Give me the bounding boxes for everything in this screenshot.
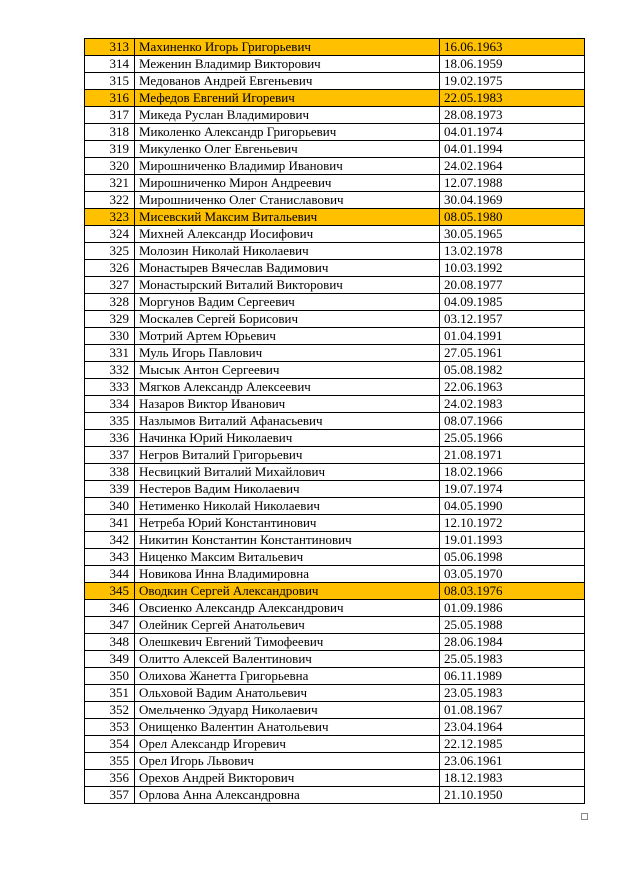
full-name-cell: Ольховой Вадим Анатольевич (135, 685, 440, 702)
full-name-cell: Мысык Антон Сергеевич (135, 362, 440, 379)
row-number-cell: 322 (85, 192, 135, 209)
table-row (85, 447, 585, 464)
table-row (85, 311, 585, 328)
row-number-cell: 315 (85, 73, 135, 90)
row-number-cell: 329 (85, 311, 135, 328)
birth-date-cell: 22.12.1985 (440, 736, 585, 753)
full-name-cell: Медованов Андрей Евгеньевич (135, 73, 440, 90)
row-number-cell: 316 (85, 90, 135, 107)
birth-date-cell: 04.05.1990 (440, 498, 585, 515)
birth-date-cell: 04.09.1985 (440, 294, 585, 311)
row-number-cell: 336 (85, 430, 135, 447)
birth-date-cell: 27.05.1961 (440, 345, 585, 362)
full-name-cell: Муль Игорь Павлович (135, 345, 440, 362)
birth-date-cell: 04.01.1974 (440, 124, 585, 141)
birth-date-cell: 04.01.1994 (440, 141, 585, 158)
table-row (85, 328, 585, 345)
row-number-cell: 339 (85, 481, 135, 498)
row-number-cell: 314 (85, 56, 135, 73)
row-number-cell: 324 (85, 226, 135, 243)
full-name-cell: Мягков Александр Алексеевич (135, 379, 440, 396)
full-name-cell: Олейник Сергей Анатольевич (135, 617, 440, 634)
table-row (85, 685, 585, 702)
row-number-cell: 335 (85, 413, 135, 430)
table-row (85, 651, 585, 668)
birth-date-cell: 01.09.1986 (440, 600, 585, 617)
row-number-cell: 343 (85, 549, 135, 566)
row-number-cell: 351 (85, 685, 135, 702)
row-number-cell: 349 (85, 651, 135, 668)
table-row (85, 345, 585, 362)
full-name-cell: Назаров Виктор Иванович (135, 396, 440, 413)
table-row (85, 379, 585, 396)
full-name-cell: Негров Виталий Григорьевич (135, 447, 440, 464)
row-number-cell: 346 (85, 600, 135, 617)
birth-date-cell: 05.08.1982 (440, 362, 585, 379)
birth-date-cell: 22.05.1983 (440, 90, 585, 107)
full-name-cell: Мисевский Максим Витальевич (135, 209, 440, 226)
table-row (85, 719, 585, 736)
table-row (85, 566, 585, 583)
full-name-cell: Онищенко Валентин Анатольевич (135, 719, 440, 736)
full-name-cell: Нетреба Юрий Константинович (135, 515, 440, 532)
row-number-cell: 340 (85, 498, 135, 515)
full-name-cell: Орел Александр Игоревич (135, 736, 440, 753)
table-row (85, 260, 585, 277)
birth-date-cell: 06.11.1989 (440, 668, 585, 685)
table-row (85, 532, 585, 549)
full-name-cell: Михней Александр Иосифович (135, 226, 440, 243)
row-number-cell: 356 (85, 770, 135, 787)
birth-date-cell: 25.05.1988 (440, 617, 585, 634)
table-row (85, 141, 585, 158)
row-number-cell: 328 (85, 294, 135, 311)
full-name-cell: Мотрий Артем Юрьевич (135, 328, 440, 345)
full-name-cell: Меженин Владимир Викторович (135, 56, 440, 73)
birth-date-cell: 05.06.1998 (440, 549, 585, 566)
table-row (85, 430, 585, 447)
row-number-cell: 317 (85, 107, 135, 124)
table-row (85, 736, 585, 753)
table-row (85, 668, 585, 685)
table-row (85, 56, 585, 73)
full-name-cell: Олешкевич Евгений Тимофеевич (135, 634, 440, 651)
birth-date-cell: 08.07.1966 (440, 413, 585, 430)
full-name-cell: Москалев Сергей Борисович (135, 311, 440, 328)
table-row (85, 787, 585, 804)
full-name-cell: Моргунов Вадим Сергеевич (135, 294, 440, 311)
full-name-cell: Несвицкий Виталий Михайлович (135, 464, 440, 481)
birth-date-cell: 18.12.1983 (440, 770, 585, 787)
birth-date-cell: 24.02.1964 (440, 158, 585, 175)
table-row (85, 634, 585, 651)
row-number-cell: 337 (85, 447, 135, 464)
table-row (85, 73, 585, 90)
row-number-cell: 313 (85, 39, 135, 56)
row-number-cell: 334 (85, 396, 135, 413)
full-name-cell: Миколенко Александр Григорьевич (135, 124, 440, 141)
row-number-cell: 355 (85, 753, 135, 770)
table-row (85, 243, 585, 260)
table-row (85, 362, 585, 379)
table-row (85, 90, 585, 107)
birth-date-cell: 21.10.1950 (440, 787, 585, 804)
birth-date-cell: 23.05.1983 (440, 685, 585, 702)
birth-date-cell: 28.08.1973 (440, 107, 585, 124)
birth-date-cell: 19.07.1974 (440, 481, 585, 498)
birth-date-cell: 12.10.1972 (440, 515, 585, 532)
full-name-cell: Монастырский Виталий Викторович (135, 277, 440, 294)
row-number-cell: 354 (85, 736, 135, 753)
birth-date-cell: 19.02.1975 (440, 73, 585, 90)
row-number-cell: 321 (85, 175, 135, 192)
birth-date-cell: 03.12.1957 (440, 311, 585, 328)
table-row (85, 192, 585, 209)
full-name-cell: Назлымов Виталий Афанасьевич (135, 413, 440, 430)
row-number-cell: 318 (85, 124, 135, 141)
row-number-cell: 330 (85, 328, 135, 345)
birth-date-cell: 03.05.1970 (440, 566, 585, 583)
full-name-cell: Орлова Анна Александровна (135, 787, 440, 804)
birth-date-cell: 23.06.1961 (440, 753, 585, 770)
row-number-cell: 331 (85, 345, 135, 362)
full-name-cell: Орел Игорь Львович (135, 753, 440, 770)
birth-date-cell: 18.06.1959 (440, 56, 585, 73)
birth-date-cell: 19.01.1993 (440, 532, 585, 549)
full-name-cell: Оводкин Сергей Александрович (135, 583, 440, 600)
table-row (85, 617, 585, 634)
row-number-cell: 353 (85, 719, 135, 736)
full-name-cell: Новикова Инна Владимировна (135, 566, 440, 583)
table-row (85, 600, 585, 617)
birth-date-cell: 08.03.1976 (440, 583, 585, 600)
document-table (84, 38, 585, 804)
table-row (85, 583, 585, 600)
table-body (85, 39, 585, 804)
birth-date-cell: 24.02.1983 (440, 396, 585, 413)
birth-date-cell: 21.08.1971 (440, 447, 585, 464)
row-number-cell: 333 (85, 379, 135, 396)
birth-date-cell: 25.05.1983 (440, 651, 585, 668)
table-row (85, 413, 585, 430)
row-number-cell: 345 (85, 583, 135, 600)
birth-date-cell: 20.08.1977 (440, 277, 585, 294)
full-name-cell: Нетименко Николай Николаевич (135, 498, 440, 515)
row-number-cell: 344 (85, 566, 135, 583)
birth-date-cell: 23.04.1964 (440, 719, 585, 736)
table-row (85, 209, 585, 226)
birth-date-cell: 30.05.1965 (440, 226, 585, 243)
table-row (85, 753, 585, 770)
full-name-cell: Мирошниченко Владимир Иванович (135, 158, 440, 175)
table-row (85, 515, 585, 532)
table-row (85, 396, 585, 413)
table-row (85, 39, 585, 56)
table-row (85, 277, 585, 294)
table-row (85, 498, 585, 515)
birth-date-cell: 25.05.1966 (440, 430, 585, 447)
row-number-cell: 342 (85, 532, 135, 549)
full-name-cell: Начинка Юрий Николаевич (135, 430, 440, 447)
table-row (85, 158, 585, 175)
full-name-cell: Микуленко Олег Евгеньевич (135, 141, 440, 158)
birth-date-cell: 30.04.1969 (440, 192, 585, 209)
full-name-cell: Орехов Андрей Викторович (135, 770, 440, 787)
row-number-cell: 327 (85, 277, 135, 294)
table-row (85, 226, 585, 243)
birth-date-cell: 10.03.1992 (440, 260, 585, 277)
full-name-cell: Микеда Руслан Владимирович (135, 107, 440, 124)
birth-date-cell: 16.06.1963 (440, 39, 585, 56)
table-row (85, 549, 585, 566)
table-row (85, 294, 585, 311)
birth-date-cell: 08.05.1980 (440, 209, 585, 226)
full-name-cell: Мирошниченко Олег Станиславович (135, 192, 440, 209)
birth-date-cell: 01.04.1991 (440, 328, 585, 345)
full-name-cell: Нестеров Вадим Николаевич (135, 481, 440, 498)
full-name-cell: Молозин Николай Николаевич (135, 243, 440, 260)
birth-date-cell: 12.07.1988 (440, 175, 585, 192)
birth-date-cell: 18.02.1966 (440, 464, 585, 481)
table-row (85, 702, 585, 719)
full-name-cell: Ниценко Максим Витальевич (135, 549, 440, 566)
full-name-cell: Монастырев Вячеслав Вадимович (135, 260, 440, 277)
row-number-cell: 338 (85, 464, 135, 481)
row-number-cell: 357 (85, 787, 135, 804)
full-name-cell: Никитин Константин Константинович (135, 532, 440, 549)
birth-date-cell: 28.06.1984 (440, 634, 585, 651)
birth-date-cell: 22.06.1963 (440, 379, 585, 396)
row-number-cell: 348 (85, 634, 135, 651)
row-number-cell: 352 (85, 702, 135, 719)
row-number-cell: 347 (85, 617, 135, 634)
row-number-cell: 320 (85, 158, 135, 175)
row-number-cell: 341 (85, 515, 135, 532)
row-number-cell: 319 (85, 141, 135, 158)
full-name-cell: Овсиенко Александр Александрович (135, 600, 440, 617)
table-row (85, 770, 585, 787)
table-row (85, 107, 585, 124)
row-number-cell: 350 (85, 668, 135, 685)
full-name-cell: Мефедов Евгений Игоревич (135, 90, 440, 107)
full-name-cell: Омельченко Эдуард Николаевич (135, 702, 440, 719)
row-number-cell: 323 (85, 209, 135, 226)
birth-date-cell: 01.08.1967 (440, 702, 585, 719)
full-name-cell: Махиненко Игорь Григорьевич (135, 39, 440, 56)
row-number-cell: 332 (85, 362, 135, 379)
table-row (85, 175, 585, 192)
table-row (85, 464, 585, 481)
row-number-cell: 326 (85, 260, 135, 277)
row-number-cell: 325 (85, 243, 135, 260)
full-name-cell: Олитто Алексей Валентинович (135, 651, 440, 668)
full-name-cell: Мирошниченко Мирон Андреевич (135, 175, 440, 192)
table-row (85, 124, 585, 141)
birth-date-cell: 13.02.1978 (440, 243, 585, 260)
full-name-cell: Олихова Жанетта Григорьевна (135, 668, 440, 685)
table-row (85, 481, 585, 498)
end-of-cell-marker-icon (581, 813, 588, 820)
